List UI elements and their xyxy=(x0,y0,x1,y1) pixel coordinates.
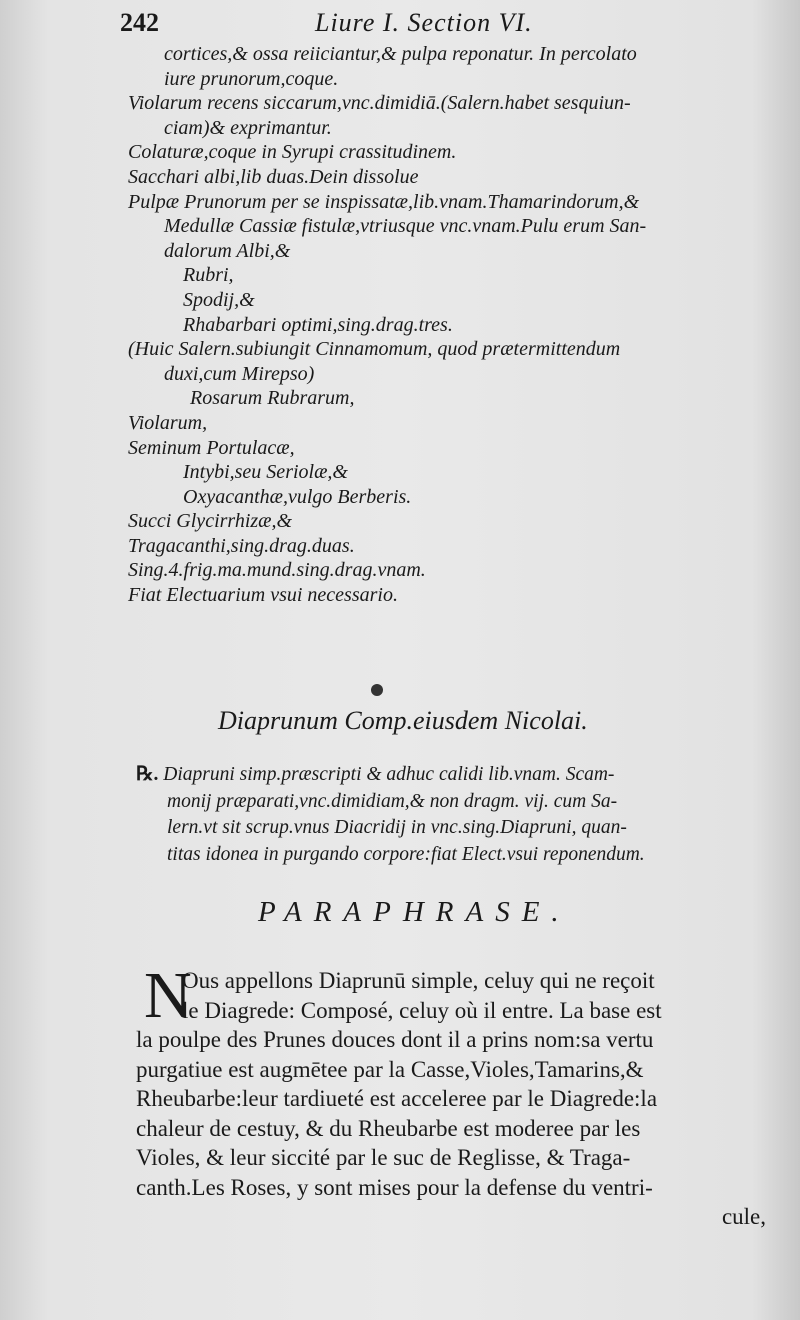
recipe-line: Succi Glycirrhizæ,& xyxy=(128,510,293,533)
paragraph-line: le Diagrede: Composé, celuy où il entre. La base est xyxy=(182,997,662,1023)
running-title: Liure I. Section VI. xyxy=(315,8,533,37)
page-number: 242 xyxy=(120,8,159,37)
paragraph-line: Violes, & leur siccité par le suc de Reglisse, & Traga- xyxy=(136,1145,631,1170)
formula-paragraph xyxy=(136,762,756,868)
recipe-line: Pulpæ Prunorum per se inspissatæ,lib.vnam.Thamarindorum,& xyxy=(128,190,640,213)
formula-line: titas idonea in purgando corpore:fiat Elect.vsui reponendum. xyxy=(167,843,645,865)
recipe-line: cortices,& ossa reiiciantur,& pulpa reponatur. In percolato xyxy=(164,43,637,65)
recipe-line: Sacchari albi,lib duas.Dein dissolue xyxy=(128,165,419,188)
recipe-line: Colaturæ,coque in Syrupi crassitudinem. xyxy=(128,141,457,164)
recipe-line: Rhabarbari optimi,sing.drag.tres. xyxy=(183,313,453,336)
drop-cap: N xyxy=(144,959,192,1032)
formula-line: monij præparati,vnc.dimidiam,& non dragm. vij. cum Sa- xyxy=(167,790,618,812)
paragraph-line: canth.Les Roses, y sont mises pour la defense du ventri- xyxy=(136,1174,653,1200)
formula-line: lern.vt sit scrup.vnus Diacridij in vnc.sing.Diapruni, quan- xyxy=(167,817,627,838)
recipe-line: Oxyacanthæ,vulgo Berberis. xyxy=(183,485,412,508)
recipe-line: Rubri, xyxy=(183,264,234,287)
recipe-line: dalorum Albi,& xyxy=(164,239,291,262)
recipe-line: iure prunorum,coque. xyxy=(164,67,339,90)
recipe-line: Violarum recens siccarum,vnc.dimidiā.(Salern.habet sesquiun- xyxy=(128,92,631,115)
recipe-line: Fiat Electuarium vsui necessario. xyxy=(128,584,398,607)
recipe-line: Violarum, xyxy=(128,411,208,434)
recipe-line: Medullæ Cassiæ fistulæ,vtriusque vnc.vnam.Pulu erum San- xyxy=(164,215,647,238)
recipe-line: Sing.4.frig.ma.mund.sing.drag.vnam. xyxy=(128,559,426,582)
recipe-line: Intybi,seu Seriolæ,& xyxy=(183,461,348,484)
recipe-text xyxy=(128,42,758,608)
formula-line: ℞. Diapruni simp.præscripti & adhuc calidi lib.vnam. Scam- xyxy=(136,764,615,785)
recipe-line: (Huic Salern.subiungit Cinnamomum, quod prætermittendum xyxy=(128,338,621,361)
ornament-dot xyxy=(371,684,383,696)
paragraph-line: chaleur de cestuy, & du Rheubarbe est moderee par les xyxy=(136,1115,641,1141)
page-header xyxy=(120,8,760,42)
recipe-line: Seminum Portulacæ, xyxy=(128,436,295,459)
catchword: cule, xyxy=(721,1204,766,1229)
paragraph-line: Rheubarbe:leur tardiueté est acceleree par le Diagrede:la xyxy=(136,1086,658,1111)
recipe-line: Rosarum Rubrarum, xyxy=(190,387,355,410)
recipe-symbol: ℞. xyxy=(136,764,159,785)
recipe-line: ciam)& exprimantur. xyxy=(164,116,332,139)
paragraph-line: purgatiue est augmētee par la Casse,Violes,Tamarins,& xyxy=(136,1056,644,1082)
paraphrase-body xyxy=(136,959,766,1232)
paragraph-line: la poulpe des Prunes douces dont il a prins nom:sa vertu xyxy=(136,1027,654,1052)
recipe-line: duxi,cum Mirepso) xyxy=(164,362,315,385)
paraphrase-title: PARAPHRASE. xyxy=(258,896,571,928)
recipe-line: Spodij,& xyxy=(183,288,255,311)
section-title: Diaprunum Comp.eiusdem Nicolai. xyxy=(218,706,588,735)
paragraph-line: Ous appellons Diaprunū simple, celuy qui ne reçoit xyxy=(182,968,655,993)
recipe-line: Tragacanthi,sing.drag.duas. xyxy=(128,534,355,557)
